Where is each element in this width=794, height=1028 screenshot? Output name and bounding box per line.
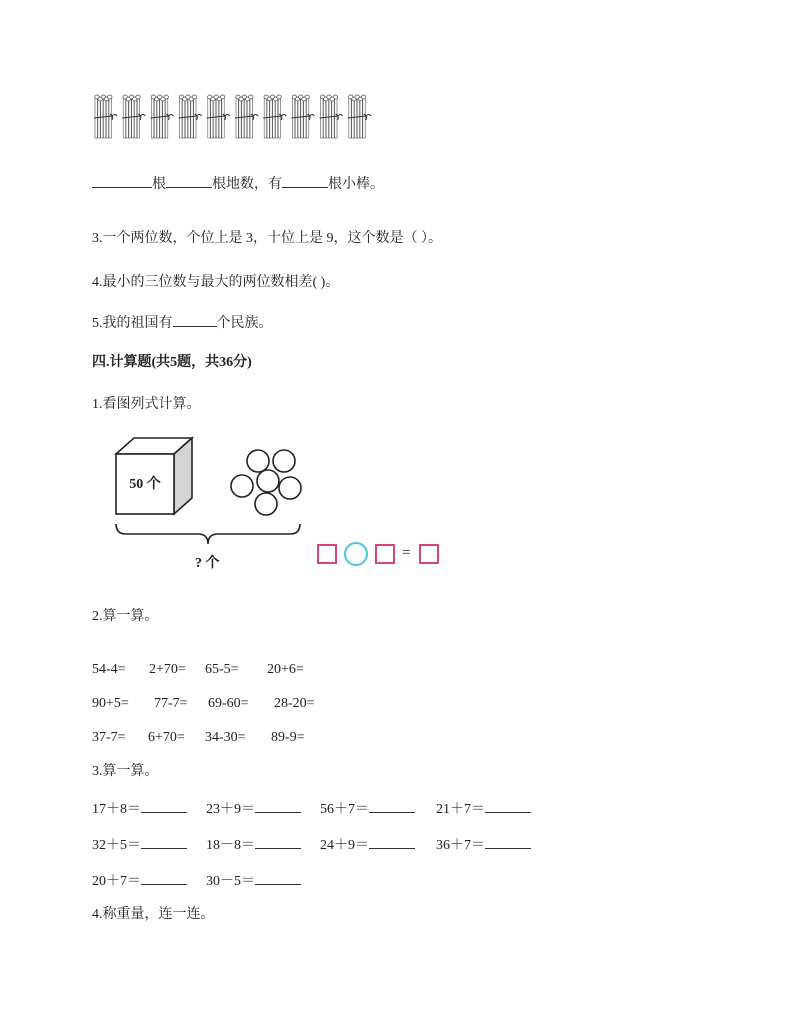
- stick-bundle: [94, 95, 117, 138]
- question-5: 5.我的祖国有 个民族。: [92, 312, 273, 334]
- calc-2-row: 37-7= 6+70= 34-30= 89-9=: [92, 730, 305, 745]
- calc-2-row: 90+5= 77-7= 69-60= 28-20=: [92, 696, 315, 711]
- calc-3-row: 32＋5＝: [92, 834, 187, 856]
- answer-blank[interactable]: [255, 798, 301, 813]
- answer-blank[interactable]: [141, 798, 187, 813]
- section-title: 四.计算题(共5题，共36分): [92, 355, 252, 370]
- operator-circle[interactable]: [344, 542, 368, 566]
- answer-blank[interactable]: [141, 870, 187, 885]
- answer-blank[interactable]: [282, 173, 328, 188]
- calc-3-row: 56＋7＝: [320, 798, 415, 820]
- calc-3-row: 21＋7＝: [436, 798, 531, 820]
- answer-blank[interactable]: [485, 798, 531, 813]
- calc-3-row: 23＋9＝: [206, 798, 301, 820]
- answer-box[interactable]: [419, 544, 439, 564]
- circle: [273, 450, 295, 472]
- answer-blank[interactable]: [255, 834, 301, 849]
- stick-bundle: [179, 95, 202, 138]
- answer-box[interactable]: [375, 544, 395, 564]
- stick-bundle: [235, 95, 258, 138]
- calc-3-row: 36＋7＝: [436, 834, 531, 856]
- answer-blank[interactable]: [166, 173, 212, 188]
- circle: [279, 477, 301, 499]
- question-mark-label: ? 个: [195, 556, 220, 571]
- circles-illustration: [228, 446, 304, 520]
- question-3: 3.一个两位数，个位上是 3，十位上是 9，这个数是（ ）。: [92, 231, 442, 246]
- answer-blank[interactable]: [369, 834, 415, 849]
- circle: [231, 475, 253, 497]
- stick-bundle: [291, 95, 314, 138]
- calc-2-row: 54-4= 2+70= 65-5= 20+6=: [92, 662, 304, 677]
- calc-3-row: 17＋8＝: [92, 798, 187, 820]
- cube-label: 50 个: [129, 477, 161, 492]
- calc-3-row: 24＋9＝: [320, 834, 415, 856]
- calc-2-label: 2.算一算。: [92, 609, 159, 624]
- answer-blank[interactable]: [369, 798, 415, 813]
- stick-bundle: [207, 95, 230, 138]
- sticks-fill-line: 根 根地数，有 根小棒。: [92, 173, 384, 195]
- calc-3-label: 3.算一算。: [92, 764, 159, 779]
- answer-blank[interactable]: [255, 870, 301, 885]
- answer-blank[interactable]: [92, 173, 152, 188]
- answer-box[interactable]: [317, 544, 337, 564]
- answer-blank[interactable]: [485, 834, 531, 849]
- brace-icon: [112, 522, 304, 548]
- answer-blank[interactable]: [141, 834, 187, 849]
- calc-4-label: 4.称重量，连一连。: [92, 907, 215, 922]
- stick-bundles-illustration: [90, 92, 380, 142]
- stick-bundle: [263, 95, 286, 138]
- stick-bundle: [348, 95, 371, 138]
- circle: [247, 450, 269, 472]
- calc-3-row: 30－5＝: [206, 870, 301, 892]
- circle: [257, 470, 279, 492]
- equals-sign: =: [402, 545, 411, 561]
- answer-blank[interactable]: [173, 312, 217, 327]
- question-4: 4.最小的三位数与最大的两位数相差( )。: [92, 275, 340, 290]
- calc-1-label: 1.看图列式计算。: [92, 397, 201, 412]
- calc-3-row: 18－8＝: [206, 834, 301, 856]
- stick-bundle: [320, 95, 343, 138]
- calc-3-row: 20＋7＝: [92, 870, 187, 892]
- stick-bundle: [122, 95, 145, 138]
- stick-bundle: [150, 95, 173, 138]
- circle: [255, 493, 277, 515]
